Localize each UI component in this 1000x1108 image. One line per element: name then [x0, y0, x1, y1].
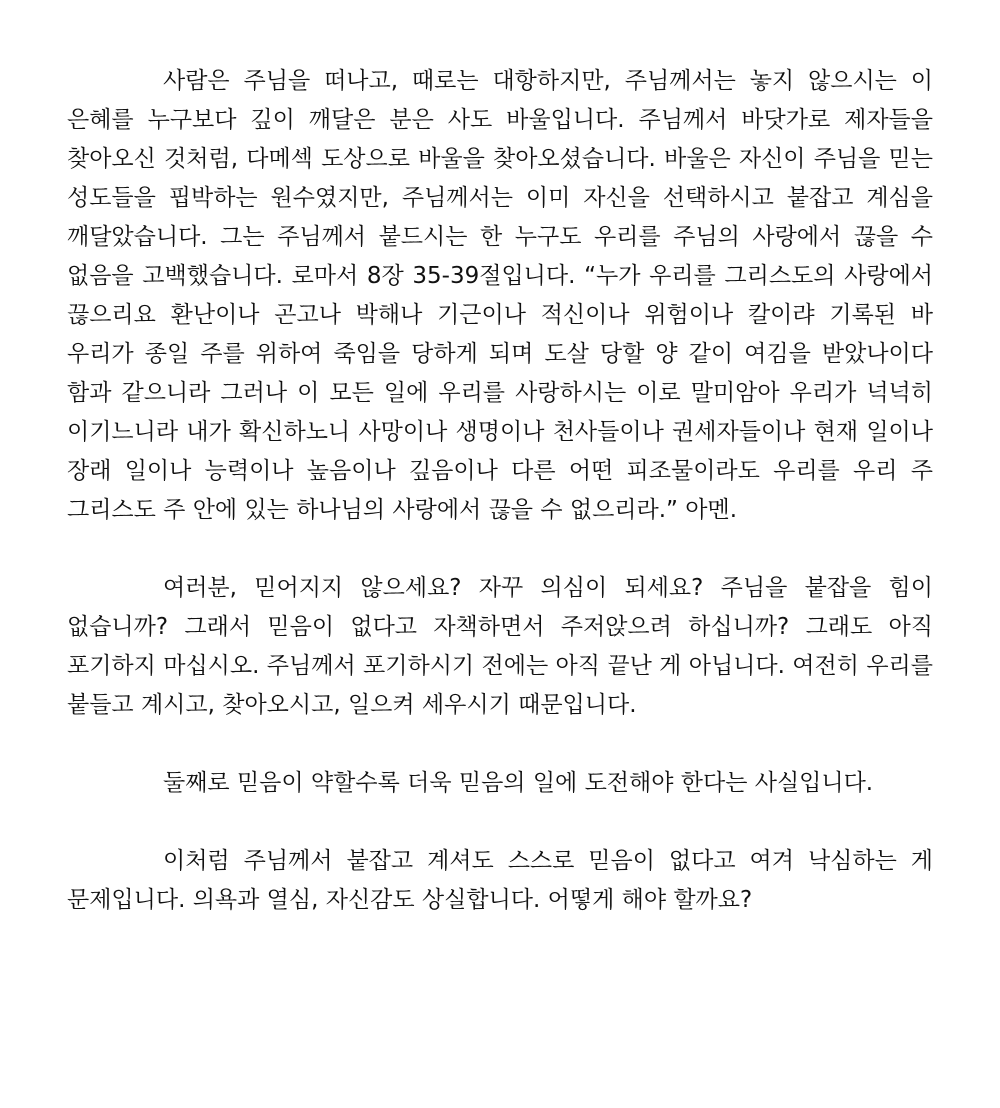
- paragraph-discouragement: 이처럼 주님께서 붙잡고 계셔도 스스로 믿음이 없다고 여겨 낙심하는 게 문제입니다. 의욕과 열심, 자신감도 상실합니다. 어떻게 해야 할까요?: [67, 848, 933, 913]
- paragraph-paul-grace: 사람은 주님을 떠나고, 때로는 대항하지만, 주님께서는 놓지 않으시는 이 은혜를 누구보다 깊이 깨달은 분은 사도 바울입니다. 주님께서 바닷가로 제자들을 찾아오신 것처럼, 다메섹 도상으로 바울을 찾아오셨습니다. 바울은 자신이 주님을 믿는 성도들을 핍박하는 원수였지만, 주님께서는 이미 자신을 선택하시고 붙잡고 계심을 깨달았습니다. 그는 주님께서 붙드시는 한 누구도 우리를 주님의 사랑에서 끊을 수 없음을 고백했습니다. 로마서 8장 35-39절입니다. “누가 우리를 그리스도의 사랑에서 끊으리요 환난이나 곤고나 박해나 기근이나 적신이나 위험이나 칼이랴 기록된 바 우리가 종일 주를 위하여 죽임을 당하게 되며 도살 당할 양 같이 여김을 받았나이다 함과 같으니라 그러나 이 모든 일에 우리를 사랑하시는 이로 말미암아 우리가 넉넉히 이기느니라 내가 확신하노니 사망이나 생명이나 천사들이나 권세자들이나 현재 일이나 장래 일이나 능력이나 높음이나 깊음이나 다른 어떤 피조물이라도 우리를 우리 주 그리스도 주 안에 있는 하나님의 사랑에서 끊을 수 없으리라.” 아멘.: [67, 68, 933, 523]
- paragraph-do-not-give-up: 여러분, 믿어지지 않으세요? 자꾸 의심이 되세요? 주님을 붙잡을 힘이 없습니까? 그래서 믿음이 없다고 자책하면서 주저앉으려 하십니까? 그래도 아직 포기하지 마십시오. 주님께서 포기하시기 전에는 아직 끝난 게 아닙니다. 여전히 우리를 붙들고 계시고, 찾아오시고, 일으켜 세우시기 때문입니다.: [67, 575, 933, 718]
- paragraph-spacer: [67, 725, 933, 764]
- document-body: [67, 62, 933, 920]
- paragraph-spacer: [67, 530, 933, 569]
- paragraph-spacer: [67, 803, 933, 842]
- paragraph-second-point: 둘째로 믿음이 약할수록 더욱 믿음의 일에 도전해야 한다는 사실입니다.: [163, 770, 874, 796]
